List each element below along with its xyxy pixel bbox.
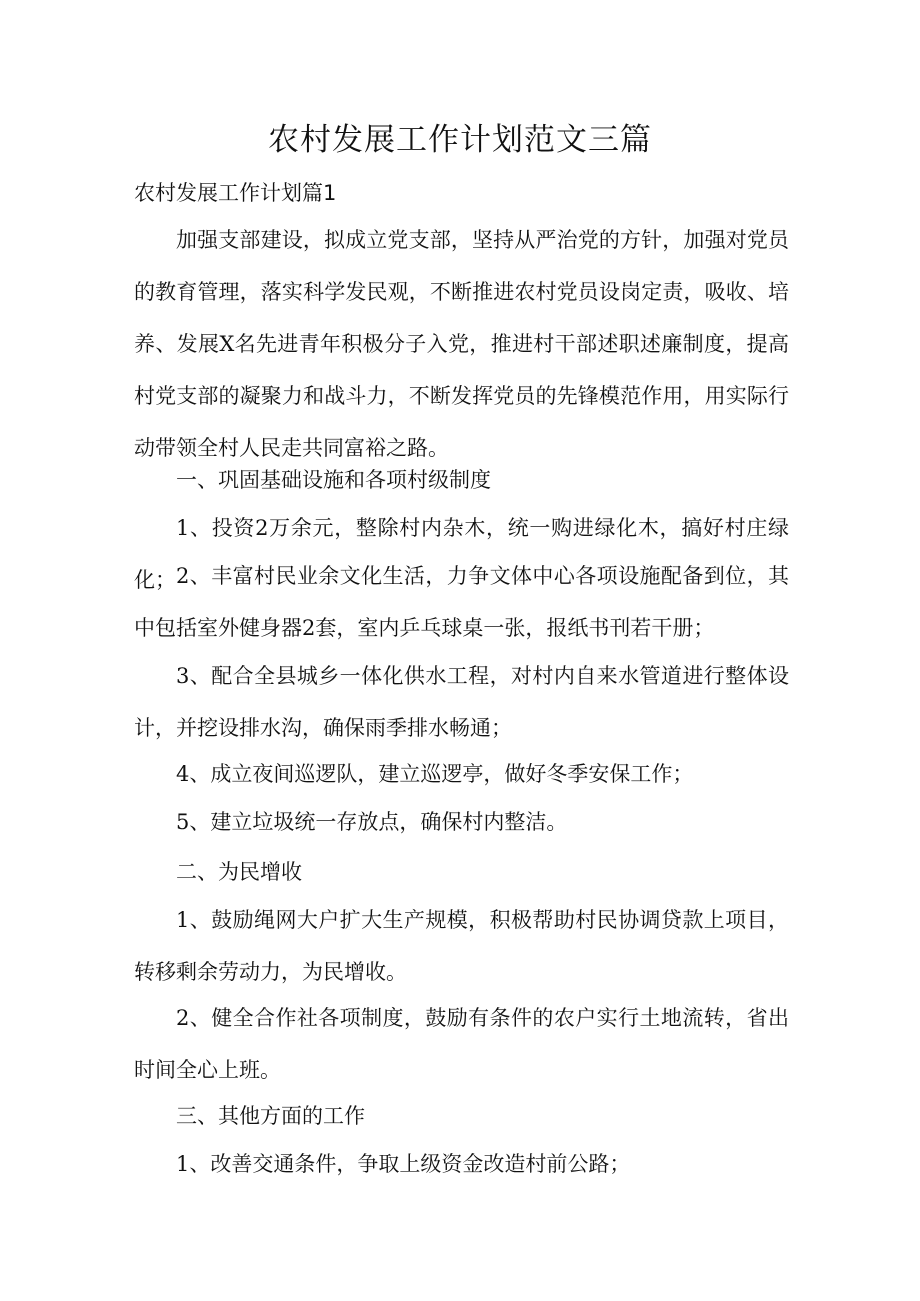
list-item: 1、鼓励绳网大户扩大生产规模，积极帮助村民协调贷款上项目，转移剩余劳动力，为民增收。 [134, 908, 789, 984]
list-item: 3、配合全县城乡一体化供水工程，对村内自来水管道进行整体设计，并挖设排水沟，确保雨季排水畅通； [134, 664, 789, 740]
section-heading: 农村发展工作计划篇1 [134, 181, 337, 205]
heading-other-work: 三、其他方面的工作 [176, 1104, 365, 1128]
list-item: 4、成立夜间巡逻队，建立巡逻亭，做好冬季安保工作； [176, 762, 694, 786]
list-item: 5、建立垃圾统一存放点，确保村内整洁。 [176, 810, 568, 834]
document-title: 农村发展工作计划范文三篇 [268, 122, 652, 158]
list-item: 2、丰富村民业余文化生活，力争文体中心各项设施配备到位，其中包括室外健身器2套，室内乒乓球桌一张，报纸书刊若干册； [134, 564, 789, 640]
heading-income: 二、为民增收 [176, 860, 302, 884]
list-item: 1、改善交通条件，争取上级资金改造村前公路； [176, 1152, 631, 1176]
list-item: 2、健全合作社各项制度，鼓励有条件的农户实行土地流转，省出时间全心上班。 [134, 1006, 789, 1082]
paragraph-party-building: 加强支部建设，拟成立党支部，坚持从严治党的方针，加强对党员的教育管理，落实科学发民观，不断推进农村党员设岗定责，吸收、培养、发展X名先进青年积极分子入党，推进村干部述职述廉制度，提高村党支部的凝聚力和战斗力，不断发挥党员的先锋模范作用，用实际行动带领全村人民走共同富裕之路。 [134, 228, 789, 460]
heading-infrastructure: 一、巩固基础设施和各项村级制度 [176, 468, 491, 492]
list-item: 1、投资2万余元，整除村内杂木，统一购进绿化木，搞好村庄绿化； [134, 516, 789, 592]
